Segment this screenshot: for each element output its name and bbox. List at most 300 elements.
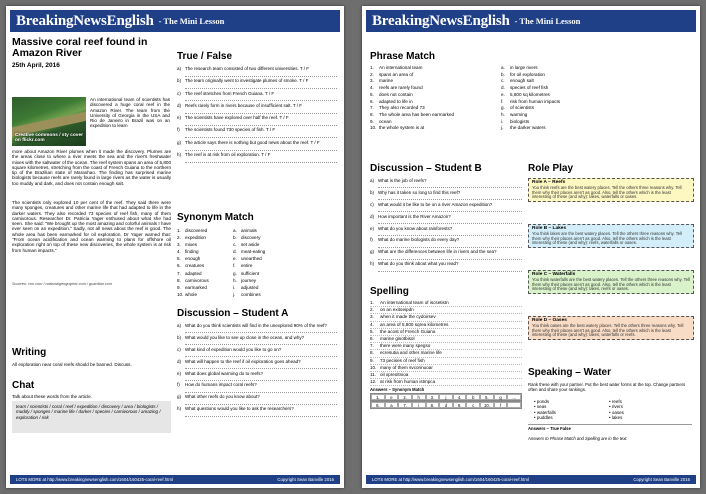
brand-title: BreakingNewsEnglish (372, 12, 510, 29)
spelling-item (370, 336, 522, 343)
spelling-text: many of them svcorinuoar (380, 364, 433, 370)
synonym-number: 4. (177, 249, 181, 255)
answer-cell: 10. (480, 402, 494, 408)
question-letter: b) (177, 334, 182, 340)
article-text: more about Amazon River plumes when it made the discovery. Plumes are the areas close to where a river meets the sea and the river's freshwater mixes with the saltwater of the ocean. The reef system spans an area of 5,800 square kilometres, stretching from the coast of French Guiana to the northern tip of the Brazilian state of Maranhao. The finding has surprised marine biologists because reefs are rarely found in large rivers as the water is usually too muddy and dark, and does not contain enough salt. (12, 149, 171, 186)
phrase-end: warming (510, 111, 528, 117)
phrase-number: 2. (370, 71, 374, 77)
question-letter: e) (177, 370, 182, 376)
phrase-end: enough salt (510, 78, 534, 84)
question-text: What questions would you like to ask the researchers? (185, 406, 294, 412)
synonym-word: finding (185, 249, 199, 255)
speaking-instructions: Rank these with your partner. Put the best water forms at the top. Change partners often and share your rankings. (528, 382, 686, 392)
discussion-question (177, 335, 337, 340)
brand-title: BreakingNewsEnglish (16, 12, 154, 29)
answer-line (185, 111, 337, 114)
discussion-question (370, 214, 522, 219)
answer-line (378, 209, 522, 212)
phrase-end: the darker waters (510, 125, 546, 131)
discussion-question (177, 347, 337, 352)
role-card (528, 270, 694, 294)
role-card (528, 316, 694, 340)
phrase-letter: e. (501, 91, 505, 97)
answer-line (185, 160, 337, 163)
spelling-item (370, 343, 522, 350)
synonym-match: journey (241, 277, 257, 283)
spelling-heading: Spelling (370, 286, 409, 297)
discussion-question (177, 394, 337, 399)
synonym-number: 9. (177, 284, 181, 290)
discussion-question (370, 202, 522, 207)
phrase-start: spans an area of (379, 71, 414, 77)
phrase-end: 5,800 sq kilometres (510, 91, 550, 97)
discussion-question (370, 249, 522, 254)
answer-line (185, 123, 337, 126)
phrase-start: adapted to life in (379, 98, 413, 104)
phrase-start: marine (379, 78, 394, 84)
synonym-word: enough (185, 256, 201, 262)
phrase-number: 8. (370, 111, 374, 117)
question-text: What do you think scientists will find in the unexplored 90% of the reef? (185, 323, 327, 328)
phrase-letter: g. (501, 105, 505, 111)
true-false-item[interactable] (177, 140, 337, 145)
question-text: What would you like to see up close in the ocean, and why? (185, 334, 305, 340)
synonym-match-heading: Synonym Match (177, 212, 254, 223)
synonym-match: discovery (241, 235, 261, 241)
synonym-word: expedition (185, 235, 206, 241)
answers-box (370, 387, 522, 409)
article-sources: Sources: cnn.com / nationalgeographic.com / guardian.com (12, 282, 113, 286)
true-false-item[interactable] (177, 66, 337, 71)
question-letter: h) (370, 261, 375, 267)
phrase-end: risk from human impacts (510, 98, 561, 104)
question-letter: c) (370, 201, 374, 207)
answer-cell: j (439, 394, 453, 400)
spelling-number: 10. (370, 364, 377, 370)
question-letter: f) (177, 382, 180, 388)
phrase-start: The whole area has been earmarked (379, 111, 455, 117)
question-text: What are the differences between life in rivers and the sea? (378, 249, 497, 255)
lesson-page-2 (362, 6, 700, 488)
item-letter: b) (177, 78, 182, 84)
footer-copyright: Copyright Sean Banville 2016 (277, 477, 334, 482)
true-false-item[interactable] (177, 78, 337, 83)
true-false-item[interactable] (177, 103, 337, 108)
spelling-item (370, 307, 522, 314)
synonym-number: 2. (177, 235, 181, 241)
item-letter: e) (177, 115, 182, 121)
question-text: What is the job of reefs? (378, 178, 427, 183)
item-text: The article says there is nothing but good news about the reef. T / F (185, 139, 320, 145)
answer-cell: 8. (426, 402, 440, 408)
spelling-number: 7. (370, 343, 374, 349)
synonym-letter: d. (233, 249, 237, 255)
synonym-letter: a. (233, 228, 237, 233)
answer-line (185, 342, 337, 345)
rank-item: • waterfalls (534, 409, 556, 415)
synonym-match-table (177, 227, 337, 298)
phrase-match-table (370, 65, 692, 132)
article-title: Massive coral reef found in Amazon River (12, 36, 148, 59)
phrase-end: biologists (510, 118, 530, 124)
role-title: Role D – Oases (532, 318, 567, 323)
answer-line (185, 74, 337, 77)
synonym-number: 10. (177, 291, 184, 297)
role-title: Role A – Reefs (532, 180, 566, 185)
answer-cell: 3. (426, 394, 440, 400)
synonym-number: 3. (177, 242, 181, 248)
lesson-label: - The Mini Lesson (158, 16, 225, 26)
spelling-item (370, 329, 522, 336)
question-letter: f) (370, 237, 373, 243)
question-letter: d) (177, 358, 182, 364)
question-text: What do you think about what you read? (378, 261, 459, 267)
synonym-letter: e. (233, 256, 237, 262)
discussion-question (177, 323, 337, 328)
writing-prompt: All exploration near coral reefs should be banned. Discuss. (12, 362, 132, 367)
answer-cell: a (385, 402, 399, 408)
discussion-question (370, 178, 522, 183)
question-letter: a) (177, 323, 182, 328)
role-card (528, 224, 694, 248)
question-text: What do you know about rainforests? (378, 225, 453, 231)
synonym-match: set aside (241, 242, 260, 248)
page-footer (10, 475, 340, 484)
discussion-question (177, 359, 337, 364)
role-title: Role C – Waterfalls (532, 272, 576, 277)
role-text: You think oases are the best watery places. Tell the others three reasons why. Tell them why their places aren't as good. Also, tell the others which is the least interesting of these (and why): lakes, waterfalls or reefs. (532, 322, 684, 338)
question-letter: e) (370, 225, 375, 231)
question-letter: g) (177, 394, 182, 400)
synonym-match: entire (241, 263, 253, 269)
spelling-item (370, 365, 522, 372)
synonym-number: 6. (177, 263, 181, 269)
lesson-label: - The Mini Lesson (514, 16, 581, 26)
item-text: The scientists have explored over half the reef. T / F (185, 115, 289, 121)
true-false-heading: True / False (177, 51, 233, 62)
phrase-letter: d. (501, 85, 505, 91)
phrase-start: does not contain (379, 91, 413, 97)
spelling-text: An international team of iscsetistn (380, 300, 449, 305)
spelling-text: when it made the cydoirsev (380, 314, 436, 320)
role-title: Role B – Lakes (532, 226, 567, 231)
footer-link[interactable]: LOTS MORE at http://www.breakingnewsenglish.com/1604/160425-coral-reef.html (372, 477, 529, 482)
discussion-b-list (370, 178, 522, 273)
chat-intro: Talk about these words from the article. (12, 394, 92, 399)
spelling-item (370, 350, 522, 357)
spelling-text: marine gisotbisol (380, 335, 415, 341)
answers-label: Answers – Synonym Match (370, 387, 425, 392)
answer-cell: d (439, 402, 453, 408)
spelling-item (370, 300, 522, 307)
item-text: The research team consisted of two different universities. T / F (185, 66, 310, 71)
synonym-letter: i. (233, 284, 236, 290)
spelling-item (370, 322, 522, 329)
spelling-text: on an exitoeipdn (380, 307, 414, 313)
answer-line (378, 185, 522, 188)
synonym-number: 1. (177, 228, 181, 233)
phrase-start: ocean (379, 118, 392, 124)
phrase-end: species of reef fish (510, 85, 549, 91)
item-letter: c) (177, 90, 181, 96)
spelling-number: 6. (370, 335, 374, 341)
spelling-text: there were many spegso (380, 343, 431, 349)
phrase-start: reefs are rarely found (379, 85, 423, 91)
speaking-rank-list (534, 399, 684, 421)
phrase-number: 1. (370, 65, 374, 70)
spelling-item (370, 314, 522, 321)
answers-note: Answers to Phrase Match and Spelling are in the text. (528, 436, 628, 441)
question-letter: a) (370, 178, 375, 183)
answer-line (378, 233, 522, 236)
answer-row (370, 401, 522, 409)
question-letter: d) (370, 213, 375, 219)
phrase-number: 6. (370, 98, 374, 104)
answer-cell: e (385, 394, 399, 400)
synonym-word: earmarked (185, 284, 207, 290)
phrase-start: An international team (379, 65, 423, 70)
spelling-number: 1. (370, 300, 374, 305)
answer-row (370, 393, 522, 401)
discussion-question (177, 371, 337, 376)
answer-line (185, 86, 337, 89)
phrase-start: They also recorded 73 (379, 105, 425, 111)
spelling-number: 8. (370, 350, 374, 356)
discussion-a-heading: Discussion – Student A (177, 308, 289, 319)
rank-item: • puddles (534, 415, 553, 421)
discussion-question (370, 190, 522, 195)
role-play-heading: Role Play (528, 163, 574, 174)
synonym-number: 7. (177, 270, 181, 276)
question-letter: c) (177, 346, 181, 352)
lesson-page-1 (6, 6, 344, 488)
chat-heading: Chat (12, 380, 35, 391)
spelling-text: an area of 5,800 sqrea kilometres (380, 321, 449, 327)
true-false-list (177, 66, 337, 164)
synonym-match: adjusted (241, 284, 259, 290)
phrase-number: 10. (370, 125, 377, 131)
discussion-question (370, 237, 522, 242)
rank-item: • rivers (609, 404, 623, 410)
synonym-word: discovered (185, 228, 208, 233)
spelling-text: at risk from human istmpca (380, 379, 436, 385)
amazon-river-photo (12, 97, 86, 146)
answer-line (185, 390, 337, 393)
phrase-letter: f. (501, 98, 504, 104)
answer-cell: 5. (480, 394, 494, 400)
true-false-item[interactable] (177, 127, 337, 132)
item-text: The team originally went to investigate plumes of smoke. T / F (185, 78, 309, 84)
page-banner (10, 10, 340, 32)
answer-cell: c (466, 402, 480, 408)
phrase-number: 3. (370, 78, 374, 84)
question-letter: g) (370, 249, 375, 255)
synonym-word: mixes (185, 242, 197, 248)
phrase-number: 4. (370, 85, 374, 91)
answer-line (185, 378, 337, 381)
item-text: The scientists found 730 species of fish. T / F (185, 127, 276, 133)
question-text: What will happen to the reef if oil exploration goes ahead? (185, 358, 301, 364)
rank-item: • seas (534, 404, 547, 410)
answer-cell: 6. (371, 402, 385, 408)
role-text: You think lakes are the best watery places. Tell the others three reasons why. Tell them why their places aren't as good. Also, tell the others which is the least interesting of these (and why): reefs, waterfalls or oases. (532, 230, 682, 246)
writing-heading: Writing (12, 347, 47, 358)
phrase-letter: b. (501, 71, 505, 77)
answer-cell: h (412, 394, 426, 400)
discussion-b-heading: Discussion – Student B (370, 163, 482, 174)
answer-line (185, 330, 337, 333)
answer-line (378, 197, 522, 200)
role-text: You think reefs are the best watery places. Tell the others three reasons why. Tell them why their places aren't as good. Also, tell the others which is the least interesting of these (and why): lakes, waterfalls or oases. (532, 184, 682, 200)
spelling-item (370, 372, 522, 379)
page-banner (366, 10, 696, 32)
role-card (528, 178, 694, 202)
question-letter: b) (370, 189, 375, 195)
item-letter: f) (177, 127, 180, 133)
true-false-item[interactable] (177, 115, 337, 120)
answer-line (378, 221, 522, 224)
question-text: How do humans impact coral reefs? (185, 382, 257, 388)
chat-word-box: team / scientists / coral / reef / expedition / discovery / area / biologists / muddy / sponges / marine life / darker / species / carnivorous / amazing / exploration / risk (12, 401, 171, 433)
answer-cell: g (494, 394, 508, 400)
answer-cell: f (494, 402, 508, 408)
item-letter: g) (177, 139, 182, 145)
phrase-letter: j. (501, 125, 504, 131)
synonym-word: creatures (185, 263, 205, 269)
answer-line (185, 148, 337, 151)
spelling-number: 4. (370, 321, 374, 327)
spelling-item (370, 379, 522, 386)
answer-line (185, 366, 337, 369)
question-text: What would it be like to be on a river Amazon expedition? (378, 201, 493, 207)
phrase-match-heading: Phrase Match (370, 51, 436, 62)
answer-cell: 7. (398, 402, 412, 408)
synonym-letter: f. (233, 263, 236, 269)
spelling-number: 3. (370, 314, 374, 320)
question-text: What do marine biologists do every day? (378, 237, 460, 243)
answer-cell (507, 402, 521, 408)
rank-item: • ponds (534, 399, 550, 404)
photo-caption: Creative commons / sty cover on flickr.com (15, 133, 83, 143)
article-text-2: The scientists only explored 10 per cent of the reef. They said there were many sponges, creatures and other marine life that had adapted to life in the darker waters. They also recorded 73 species of reef fish, many of them carnivorous. Researcher Dr. Patricia Yager enthused about what she had seen. She said: "We brought up the most amazing and colorful animals I have ever seen on an expedition." Sadly, not all news about the reef is good. The whole area has been earmarked for oil exploration. Dr Yager warned that: "From ocean acidification and ocean warming to plans for offshore oil exploration right on top of these new discoveries, the whole system is at risk from human impacts." (12, 200, 171, 253)
tf-answers-label: Answers – True False (528, 424, 692, 431)
synonym-letter: j. (233, 291, 236, 297)
article-date: 25th April, 2016 (12, 62, 60, 69)
synonym-number: 5. (177, 256, 181, 262)
answer-cell: 2. (398, 394, 412, 400)
synonym-match: sufficient (241, 270, 260, 276)
answer-line (378, 257, 522, 260)
item-letter: a) (177, 66, 182, 71)
discussion-a-list (177, 323, 337, 418)
question-text: How important is the River Amazon? (378, 213, 451, 219)
article-text-wrap: An international team of scientists has discovered a huge coral reef in the Amazon River. The team from the University of Georgia in the USA and Rio de Janeiro in Brazil was on an expedition to learn (90, 97, 170, 129)
answer-line (185, 414, 337, 417)
spelling-text: oil xpreoltnioa (380, 371, 409, 377)
synonym-letter: c. (233, 242, 237, 248)
answer-cell: 1. (371, 394, 385, 400)
phrase-number: 7. (370, 105, 374, 111)
phrase-end: for oil exploration (510, 71, 545, 77)
synonym-number: 8. (177, 277, 181, 283)
synonym-word: whole (185, 291, 198, 297)
item-letter: d) (177, 102, 182, 108)
phrase-start: the whole system is at (379, 125, 425, 131)
synonym-match: meat-eating (241, 249, 266, 255)
answer-line (185, 135, 337, 138)
synonym-match: combines (241, 291, 261, 297)
speaking-heading: Speaking – Water (528, 367, 611, 378)
item-text: The reef is at risk from oil exploration. T / F (185, 152, 271, 158)
spelling-list (370, 300, 522, 386)
phrase-end: of scientists (510, 105, 534, 111)
role-text: You think waterfalls are the best watery places. Tell the others three reasons why. Tell them why their places aren't as good. Also, tell the others which is the least interesting of these (and why): lakes, reefs or oases. (532, 276, 690, 292)
spelling-number: 5. (370, 328, 374, 334)
spelling-text: 73 pecises of reef fish (380, 357, 425, 363)
synonym-letter: g. (233, 270, 237, 276)
phrase-number: 5. (370, 91, 374, 97)
item-text: The reef stretches from French Guiana. T / F (185, 90, 275, 96)
true-false-item[interactable] (177, 91, 337, 96)
discussion-question (177, 406, 337, 411)
spelling-number: 11. (370, 371, 377, 377)
synonym-match: animals (241, 228, 257, 233)
item-text: Reefs rarely form in rivers because of insufficient salt. T / F (185, 102, 303, 108)
question-letter: h) (177, 406, 182, 412)
rank-item: • lakes (609, 415, 623, 421)
answer-cell: 9. (453, 402, 467, 408)
phrase-letter: c. (501, 78, 505, 84)
synonym-match: unearthed (241, 256, 262, 262)
question-text: What does global warming do to reefs? (185, 370, 264, 376)
phrase-letter: a. (501, 65, 505, 70)
answer-cell: 4. (453, 394, 467, 400)
spelling-number: 12. (370, 379, 377, 385)
page-footer (366, 475, 696, 484)
item-letter: h) (177, 152, 182, 158)
phrase-end: in large rivers (510, 65, 538, 70)
synonym-letter: h. (233, 277, 237, 283)
rank-item: • reefs (609, 399, 622, 404)
answer-cell: i (412, 402, 426, 408)
discussion-question (370, 261, 522, 266)
phrase-number: 9. (370, 118, 374, 124)
synonym-word: adapted (185, 270, 202, 276)
question-text: What kind of expedition would you like to go on? (185, 346, 282, 352)
question-text: What other reefs do you know about? (185, 394, 260, 400)
answer-line (378, 269, 522, 272)
rank-item: • oases (609, 409, 624, 415)
spelling-text: ecresutia and other marine life (380, 350, 442, 356)
discussion-question (370, 226, 522, 231)
answer-cell: ... (507, 394, 521, 400)
answer-line (185, 354, 337, 357)
discussion-question (177, 382, 337, 387)
spelling-item (370, 358, 522, 365)
spelling-number: 2. (370, 307, 374, 313)
footer-link[interactable]: LOTS MORE at http://www.breakingnewsenglish.com/1604/160425-coral-reef.html (16, 477, 173, 482)
synonym-letter: b. (233, 235, 237, 241)
spelling-number: 9. (370, 357, 374, 363)
answer-line (185, 402, 337, 405)
answer-line (185, 98, 337, 101)
spelling-text: the acost of French Guiana (380, 328, 436, 334)
phrase-letter: h. (501, 111, 505, 117)
answer-line (378, 245, 522, 248)
footer-copyright: Copyright Sean Banville 2016 (633, 477, 690, 482)
true-false-item[interactable] (177, 152, 337, 157)
synonym-word: carnivorous (185, 277, 209, 283)
